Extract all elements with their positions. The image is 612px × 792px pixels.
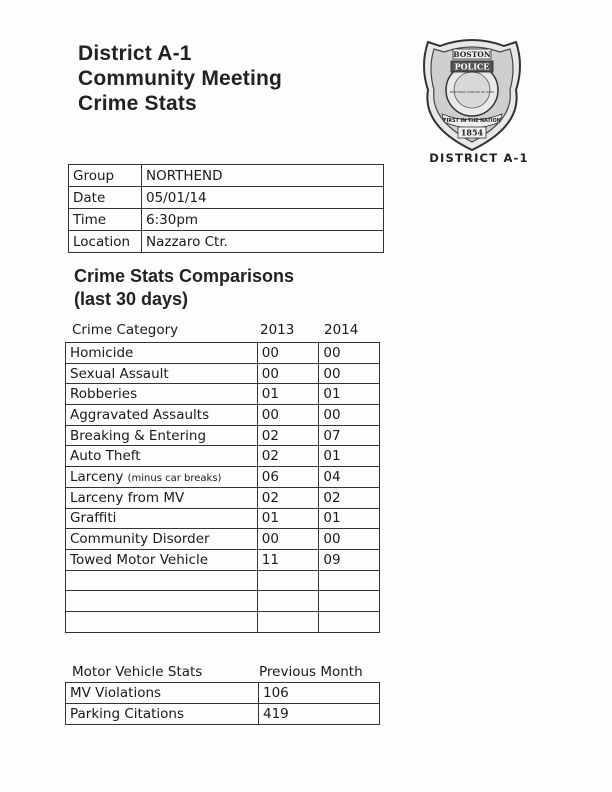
mv-stat-value: 106	[259, 683, 380, 704]
crime-category-cell	[66, 591, 258, 612]
table-row	[66, 591, 380, 612]
count-2014-cell: 00	[319, 343, 380, 364]
table-row	[66, 363, 380, 384]
badge-text-boston: BOSTON	[453, 50, 491, 59]
count-2014-cell: 01	[319, 446, 380, 467]
badge-text-banner: FIRST IN THE NATION	[443, 119, 501, 124]
crime-category-label: Breaking & Entering	[70, 427, 207, 444]
title-line-3: Crime Stats	[78, 92, 197, 115]
crime-category-cell	[66, 425, 258, 446]
crime-category-label: Homicide	[70, 344, 134, 361]
count-2014-cell	[319, 591, 380, 612]
crime-category-label: Auto Theft	[70, 448, 141, 465]
table-row	[66, 405, 380, 426]
table-row	[66, 611, 380, 632]
crime-category-cell	[66, 405, 258, 426]
count-2014-cell	[319, 611, 380, 632]
crime-category-label: Robberies	[70, 386, 138, 403]
badge-text-inner: BOSTONIA CONDITA AD 1630	[449, 90, 495, 94]
count-2014-cell: 00	[319, 363, 380, 384]
count-2013-cell: 06	[257, 467, 319, 488]
motor-vehicle-table	[65, 682, 380, 725]
count-2014-cell: 07	[319, 425, 380, 446]
table-row	[66, 683, 380, 704]
table-row	[66, 508, 380, 529]
crime-category-cell	[66, 611, 258, 632]
crime-category-cell	[66, 487, 258, 508]
count-2013-cell: 01	[257, 508, 319, 529]
count-2013-cell: 02	[257, 446, 319, 467]
count-2013-cell	[257, 591, 319, 612]
title-line-2: Community Meeting	[78, 67, 283, 90]
meeting-info-value: Nazzaro Ctr.	[142, 231, 384, 253]
meeting-info-table	[68, 164, 384, 253]
column-header-2013: 2013	[260, 322, 295, 338]
section-title-line-1: Crime Stats Comparisons	[74, 266, 295, 286]
count-2014-cell: 00	[319, 529, 380, 550]
meeting-info-label: Date	[69, 187, 142, 209]
crime-category-cell	[66, 549, 258, 570]
count-2013-cell: 00	[257, 363, 319, 384]
crime-category-label: Larceny from MV	[70, 489, 185, 506]
meeting-info-value: 05/01/14	[142, 187, 384, 209]
crime-category-cell	[66, 446, 258, 467]
count-2014-cell: 04	[319, 467, 380, 488]
table-row	[66, 384, 380, 405]
crime-stats-table	[65, 342, 380, 633]
crime-category-cell	[66, 508, 258, 529]
table-row	[66, 529, 380, 550]
mv-stat-value: 419	[259, 704, 380, 725]
crime-category-cell	[66, 343, 258, 364]
meeting-info-value: 6:30pm	[142, 209, 384, 231]
table-row	[66, 467, 380, 488]
count-2014-cell: 01	[319, 384, 380, 405]
table-row	[66, 446, 380, 467]
badge-text-police: POLICE	[454, 61, 490, 72]
count-2014-cell: 02	[319, 487, 380, 508]
crime-category-label: Larceny	[70, 468, 124, 485]
table-row	[66, 487, 380, 508]
count-2014-cell	[319, 570, 380, 591]
section-title-line-2: (last 30 days)	[74, 289, 189, 309]
table-row	[66, 570, 380, 591]
meeting-info-value: NORTHEND	[142, 165, 384, 187]
crime-category-cell	[66, 529, 258, 550]
mv-stat-label: Parking Citations	[66, 704, 259, 725]
count-2013-cell: 02	[257, 487, 319, 508]
meeting-info-row	[69, 209, 384, 231]
column-header-2014: 2014	[324, 322, 359, 338]
crime-category-cell	[66, 363, 258, 384]
meeting-info-row	[69, 165, 384, 187]
mv-column-header-value: Previous Month	[259, 664, 363, 680]
badge-text-year: 1854	[460, 127, 484, 138]
table-row	[66, 425, 380, 446]
count-2014-cell: 09	[319, 549, 380, 570]
crime-category-cell	[66, 384, 258, 405]
mv-column-header-label: Motor Vehicle Stats	[72, 664, 203, 680]
mv-stat-label: MV Violations	[66, 683, 259, 704]
meeting-info-row	[69, 187, 384, 209]
crime-category-label: Towed Motor Vehicle	[70, 551, 208, 568]
column-header-category: Crime Category	[72, 322, 179, 338]
meeting-info-label: Group	[69, 165, 142, 187]
table-row	[66, 343, 380, 364]
table-row	[66, 549, 380, 570]
crime-category-label: Community Disorder	[70, 531, 210, 548]
count-2013-cell: 00	[257, 343, 319, 364]
crime-category-note: (minus car breaks)	[127, 472, 222, 484]
count-2013-cell: 00	[257, 529, 319, 550]
meeting-info-row	[69, 231, 384, 253]
table-row	[66, 704, 380, 725]
crime-category-label: Sexual Assault	[70, 365, 169, 382]
count-2013-cell	[257, 611, 319, 632]
count-2013-cell: 02	[257, 425, 319, 446]
district-label: DISTRICT A-1	[429, 151, 529, 165]
meeting-info-label: Time	[69, 209, 142, 231]
crime-category-cell	[66, 570, 258, 591]
count-2014-cell: 00	[319, 405, 380, 426]
count-2014-cell: 01	[319, 508, 380, 529]
boston-police-badge-icon	[420, 36, 524, 152]
crime-category-label: Aggravated Assaults	[70, 406, 210, 423]
crime-category-cell	[66, 467, 258, 488]
count-2013-cell: 00	[257, 405, 319, 426]
count-2013-cell: 11	[257, 549, 319, 570]
meeting-info-label: Location	[69, 231, 142, 253]
count-2013-cell: 01	[257, 384, 319, 405]
crime-category-label: Graffiti	[70, 510, 117, 527]
title-line-1: District A-1	[78, 42, 192, 65]
count-2013-cell	[257, 570, 319, 591]
